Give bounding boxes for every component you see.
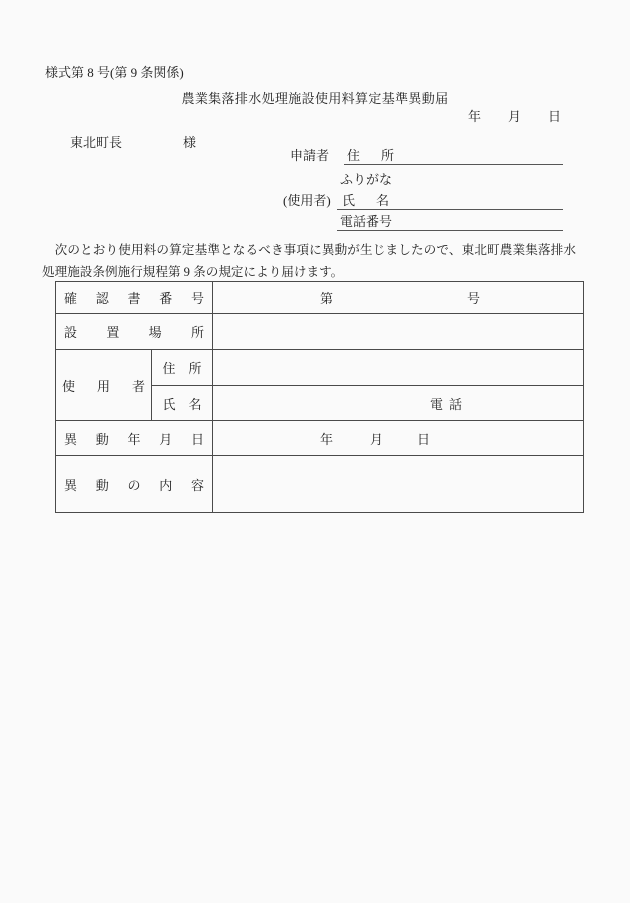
honorific-label: 様 [183, 135, 197, 150]
user-address-label-cell [152, 350, 213, 386]
furigana-label: ふりがな [340, 172, 393, 187]
applicant-phone-input-line[interactable] [337, 212, 563, 231]
user-label-cell [56, 350, 152, 421]
change-date-label-cell [56, 421, 213, 456]
applicant-name-row [283, 191, 563, 210]
change-day-label: 日 [417, 431, 431, 447]
installation-location-label: 設置場所 [64, 325, 204, 340]
user-name-value-cell[interactable] [213, 386, 584, 421]
user-label: 使用者 [62, 378, 145, 394]
change-details-label: 異動の内容 [64, 477, 204, 493]
change-date-label: 異動年月日 [64, 431, 204, 447]
number-prefix-label: 第 [320, 291, 334, 306]
change-date-value-cell[interactable] [213, 421, 584, 456]
applicant-furigana-input-line[interactable] [337, 171, 563, 189]
user-role-label: (使用者) [283, 193, 331, 208]
applicant-address-input-line[interactable] [344, 146, 563, 165]
confirmation-number-value-cell[interactable] [213, 282, 584, 314]
confirmation-number-label-cell [56, 282, 213, 314]
applicant-phone-row [283, 212, 563, 231]
spacer [283, 171, 337, 189]
change-month-label: 月 [370, 431, 384, 447]
user-name-label: 氏 名 [162, 396, 202, 412]
addressee-line [70, 132, 270, 151]
user-address-value-cell[interactable] [213, 350, 584, 386]
phone-label: 電話番号 [340, 214, 393, 229]
applicant-role-label: 申請者 [290, 148, 330, 163]
user-address-label: 住 所 [162, 361, 202, 376]
change-details-value-cell[interactable] [213, 456, 584, 513]
spacer [283, 212, 337, 231]
date-day-label: 日 [548, 109, 562, 124]
name-label: 氏 名 [342, 193, 394, 208]
table-row-installation-location [56, 314, 584, 350]
change-details-label-cell [56, 456, 213, 513]
confirmation-number-label: 確認書番号 [64, 291, 204, 306]
applicant-address-row [283, 146, 563, 165]
document-title: 農業集落排水処理施設使用料算定基準異動届 [181, 91, 449, 106]
installation-location-label-cell [56, 314, 213, 350]
date-month-label: 月 [508, 109, 522, 124]
table-row-change-date [56, 421, 584, 456]
phone-inline-label: 電話 [430, 396, 469, 412]
date-line [468, 106, 561, 125]
date-year-label: 年 [468, 109, 482, 124]
form-table [55, 281, 584, 513]
applicant-furigana-row [283, 171, 563, 189]
table-row-confirmation-number [56, 282, 584, 314]
notification-paragraph: 次のとおり使用料の算定基準となるべき事項に異動が生じましたので、東北町農業集落排水処理施設条例施行規程第 9 条の規定により届けます。 [42, 243, 576, 279]
addressee-name: 東北町長 [70, 135, 123, 150]
user-name-label-cell [152, 386, 213, 421]
number-suffix-label: 号 [467, 291, 481, 306]
table-row-change-details [56, 456, 584, 513]
change-year-label: 年 [320, 431, 334, 447]
installation-location-value-cell[interactable] [213, 314, 584, 350]
applicant-name-input-line[interactable] [337, 191, 563, 210]
table-row-user-address [56, 350, 584, 386]
address-label: 住 所 [347, 148, 399, 163]
form-number: 様式第 8 号(第 9 条関係) [45, 65, 184, 80]
